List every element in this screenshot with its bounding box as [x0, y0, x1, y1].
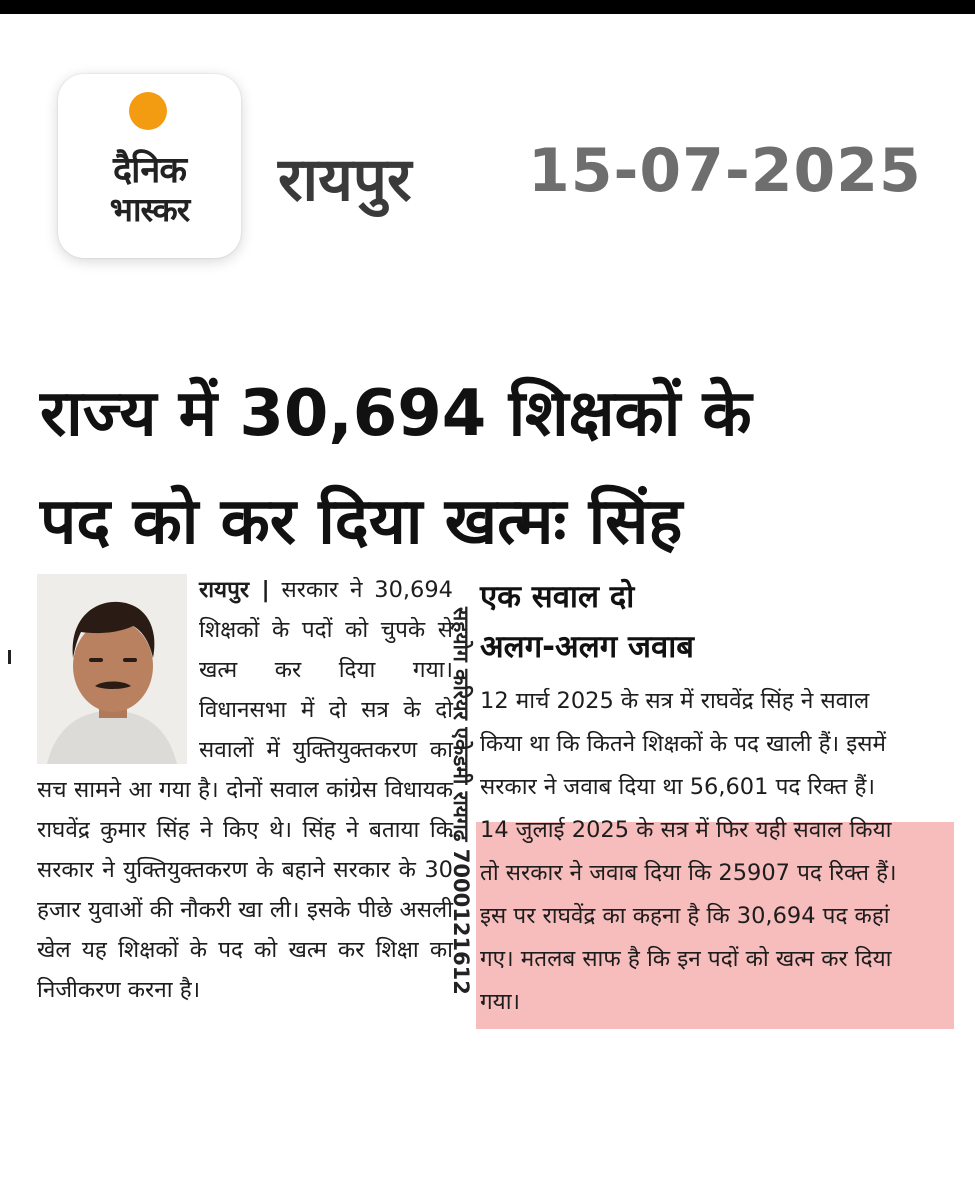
- subhead: [480, 572, 898, 672]
- portrait-illustration: [37, 574, 187, 764]
- right-body: 12 मार्च 2025 के सत्र में राघवेंद्र सिंह ने सवाल किया था कि कितने शिक्षकों के पद खाली हैं। इसमें सरकार ने जवाब दिया था 56,601 पद रिक्त हैं। 14 जुलाई 2025 के सत्र में फिर यही सवाल किया तो सरकार ने जवाब दिया कि 25907 पद रिक्त हैं। इस पर राघवेंद्र का कहना है कि 30,694 पद कहां गए। मतलब साफ है कि इन पदों को खत्म कर दिया गया।: [480, 688, 897, 1015]
- vertical-watermark-text: सहयोग करियर एकेडमी रायगढ़ 7000121612: [449, 607, 473, 995]
- dateline: रायपुर |: [199, 577, 270, 603]
- dainik-bhaskar-logo: [58, 74, 241, 258]
- author-photo: [37, 574, 187, 764]
- headline: [40, 360, 940, 576]
- sun-icon: [129, 92, 167, 130]
- logo-line1: दैनिक: [112, 150, 187, 191]
- right-column: [480, 572, 898, 1024]
- city-label: रायपुर: [278, 145, 412, 215]
- date-label: 15-07-2025: [528, 136, 922, 206]
- left-body: [37, 570, 453, 1010]
- headline-line2: पद को कर दिया खत्मः सिंह: [40, 485, 683, 559]
- left-column: [37, 570, 453, 1010]
- subhead-line2: अलग-अलग जवाब: [480, 629, 694, 665]
- headline-line1: राज्य में 30,694 शिक्षकों के: [40, 377, 752, 451]
- left-body-text: सरकार ने 30,694 शिक्षकों के पदों को चुपके से खत्म कर दिया गया। विधानसभा में दो सत्र के दो सवालों में युक्तियुक्तकरण का सच सामने आ गया है। दोनों सवाल कांग्रेस विधायक राघवेंद्र कुमार सिंह ने किए थे। सिंह ने बताया कि सरकार ने युक्तियुक्तकरण के बहाने सरकार के 30 हजार युवाओं की नौकरी खा ली। इसके पीछे असली खेल यह शिक्षकों के पद को खत्म कर शिक्षा का निजीकरण करना है।: [37, 577, 453, 1003]
- top-status-bar: [0, 0, 975, 14]
- newspaper-clipping: [8, 320, 975, 1200]
- subhead-line1: एक सवाल दो: [480, 579, 635, 615]
- logo-line2: भास्कर: [109, 190, 190, 229]
- margin-mark: [8, 650, 11, 664]
